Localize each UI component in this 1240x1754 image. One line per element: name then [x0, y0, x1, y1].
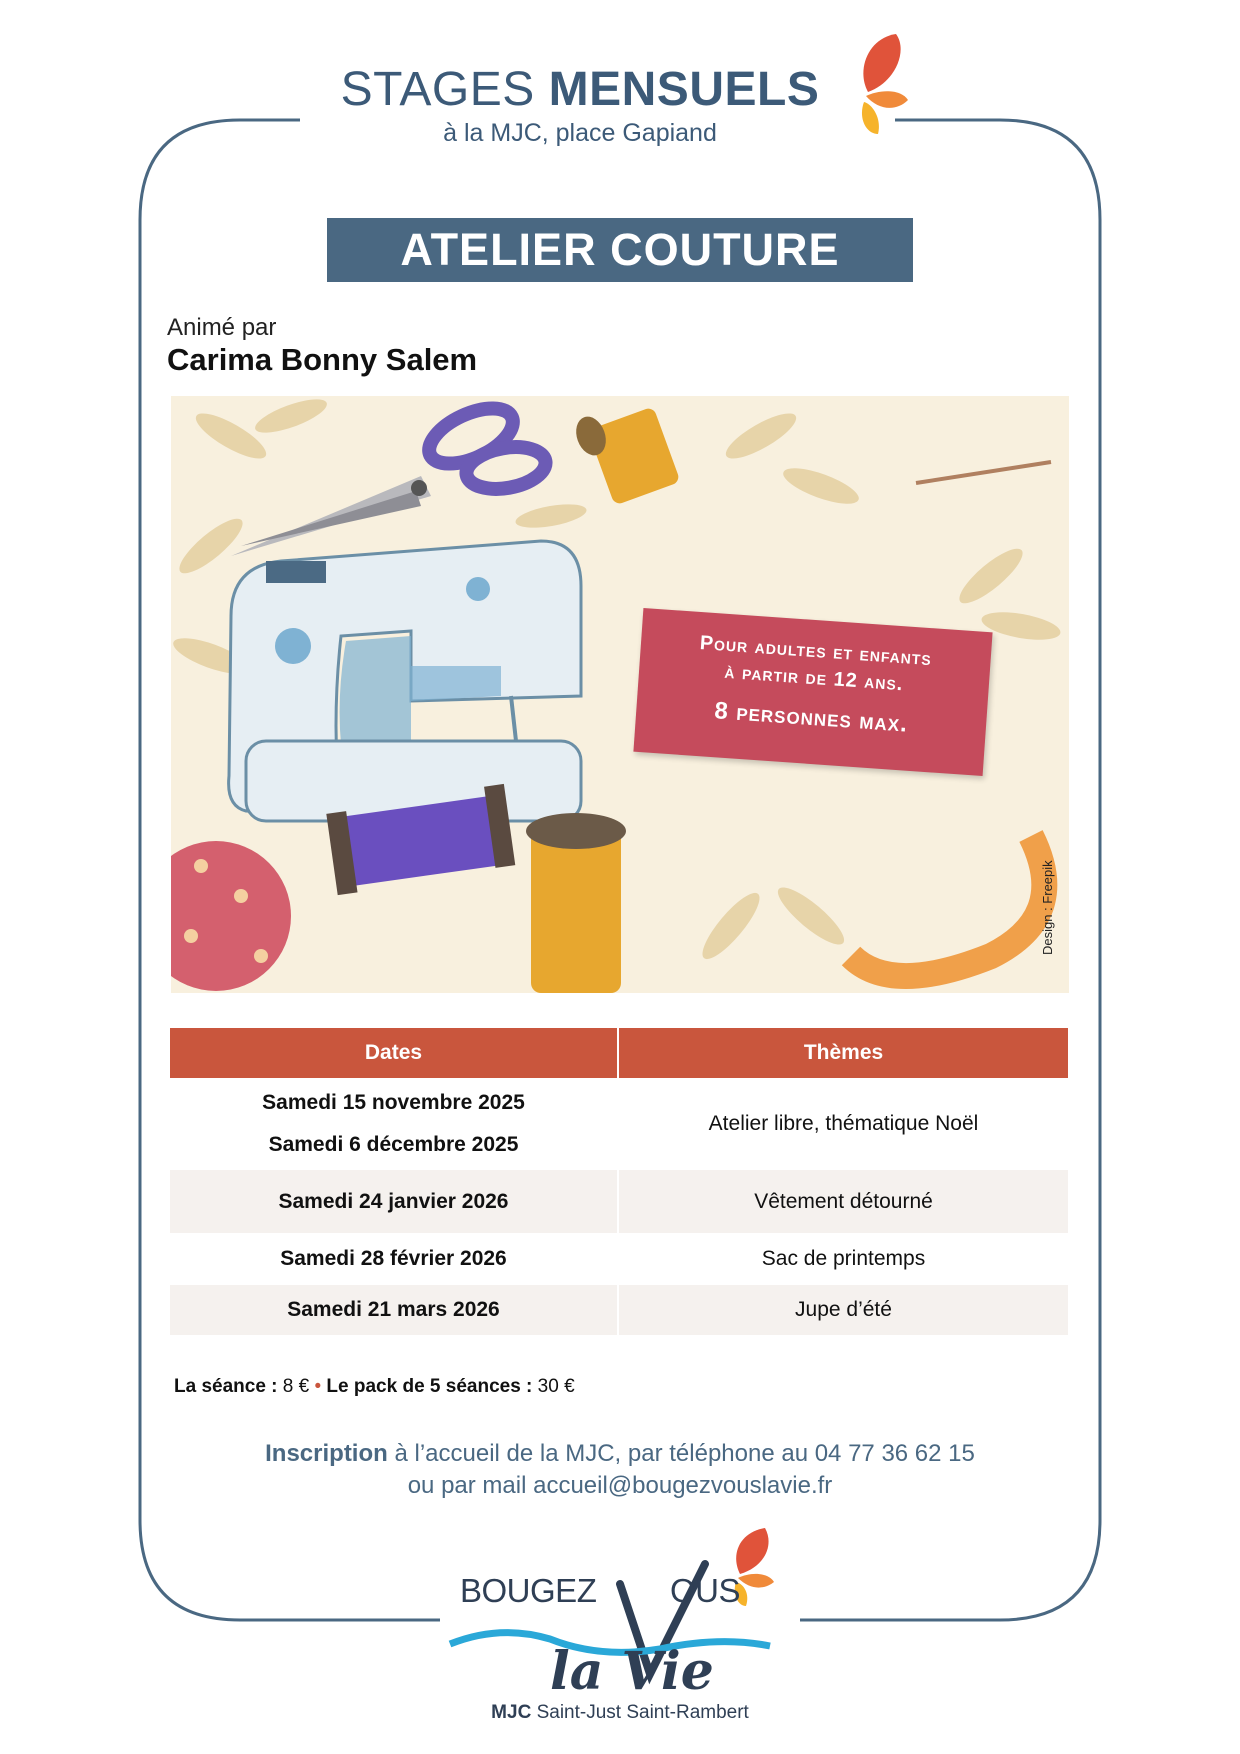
header-title-part2: MENSUELS	[548, 63, 820, 116]
row-date: Samedi 15 novembre 2025	[262, 1091, 525, 1114]
header-subtitle: à la MJC, place Gapiand	[443, 119, 717, 147]
table-header-row	[170, 1028, 1068, 1078]
pincushion-icon	[171, 841, 291, 991]
promo-line3: 8 personnes max.	[713, 697, 909, 738]
session-price: 8 €	[277, 1376, 310, 1397]
table-row	[170, 1285, 1068, 1335]
row-date: Samedi 21 mars 2026	[170, 1285, 618, 1335]
row-date: Samedi 28 février 2026	[170, 1233, 618, 1285]
butterfly-icon	[838, 30, 908, 142]
row-theme: Atelier libre, thématique Noël	[708, 1112, 979, 1135]
logo-word-ous: OUS	[670, 1572, 741, 1609]
sewing-machine-icon	[229, 541, 581, 821]
instructor-name: Carima Bonny Salem	[167, 342, 478, 377]
row-date: Samedi 24 janvier 2026	[170, 1170, 618, 1233]
schedule-table	[170, 1028, 1068, 1335]
measuring-tape-icon	[851, 836, 1044, 976]
promo-line2: à partir de 12 ans.	[723, 660, 905, 696]
table-row	[170, 1078, 1068, 1170]
registration-info	[180, 1438, 1060, 1502]
logo-word-bougez: BOUGEZ	[460, 1572, 597, 1609]
promo-banner	[633, 608, 992, 776]
table-row	[170, 1170, 1068, 1233]
header-title	[300, 62, 860, 117]
yellow-spool-icon	[571, 406, 681, 505]
workshop-title: ATELIER COUTURE	[327, 218, 913, 282]
mjc-logo	[440, 1524, 800, 1729]
promo-line1: Pour adultes et enfants	[699, 632, 933, 671]
logo-mjc-rest: Saint-Just Saint-Rambert	[531, 1702, 749, 1723]
registration-label: Inscription	[265, 1440, 388, 1467]
row-date: Samedi 6 décembre 2025	[268, 1133, 519, 1156]
logo-script: la Vie	[550, 1641, 714, 1702]
pack-price: 30 €	[532, 1376, 575, 1397]
session-label: La séance :	[174, 1376, 278, 1397]
row-theme: Vêtement détourné	[618, 1170, 1068, 1233]
header	[300, 62, 860, 148]
row-theme: Jupe d’été	[618, 1285, 1068, 1335]
logo-artwork	[440, 1524, 800, 1729]
table-row	[170, 1233, 1068, 1285]
orange-spool-icon	[526, 813, 626, 993]
animated-by-label: Animé par	[167, 314, 277, 341]
logo-mjc-name	[450, 1702, 790, 1724]
header-title-part1: STAGES	[340, 63, 549, 116]
price-separator: •	[309, 1376, 327, 1397]
registration-line1	[180, 1438, 1060, 1470]
registration-details: à l’accueil de la MJC, par téléphone au 04 77 36 62 15	[387, 1440, 975, 1467]
pricing-line	[174, 1376, 575, 1398]
needle-icon	[916, 462, 1051, 483]
registration-line2: ou par mail accueil@bougezvouslavie.fr	[407, 1472, 833, 1499]
header-themes: Thèmes	[618, 1028, 1068, 1078]
pack-label: Le pack de 5 séances :	[326, 1376, 533, 1397]
logo-mjc-bold: MJC	[491, 1702, 532, 1723]
design-credit: Design : Freepik	[1040, 860, 1055, 955]
logo-butterfly-icon	[735, 1528, 774, 1606]
header-dates: Dates	[170, 1028, 618, 1078]
row-dates	[170, 1078, 618, 1170]
row-theme: Sac de printemps	[761, 1247, 926, 1270]
